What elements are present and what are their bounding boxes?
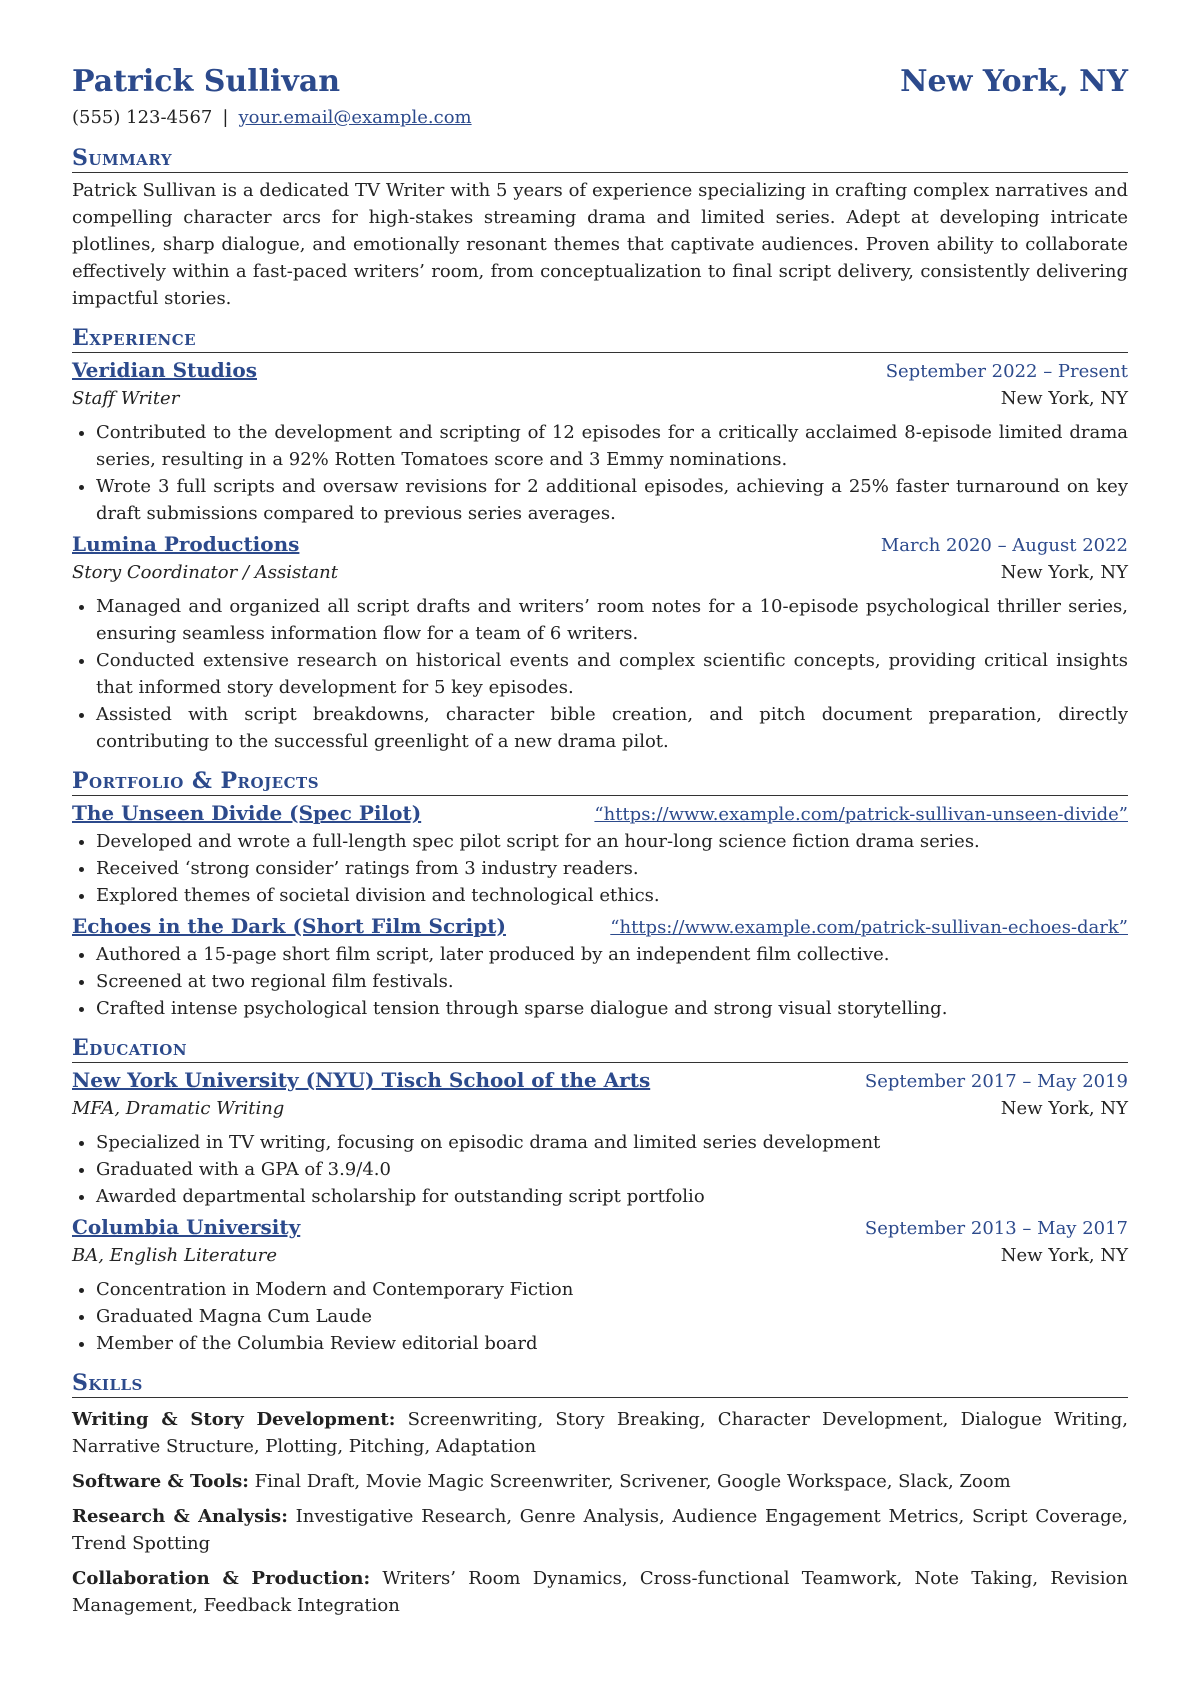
list-item: • Assisted with script breakdowns, character bible creation, and pitch document preparation, directly contributing to the successful greenlight of a new drama pilot. — [96, 701, 1128, 755]
list-item: • Developed and wrote a full-length spec pilot script for an hour-long science fiction drama series. — [96, 828, 1128, 855]
degree: MFA, Dramatic Writing — [72, 1098, 285, 1119]
bullet-list — [72, 1276, 1128, 1357]
skill-group — [72, 1565, 1128, 1619]
skill-label: Collaboration & Production: — [72, 1568, 371, 1589]
phone-number: (555) 123-4567 — [72, 107, 213, 128]
entry-dates: September 2013 – May 2017 — [864, 1218, 1128, 1239]
list-item: • Concentration in Modern and Contemporary Fiction — [96, 1276, 1128, 1303]
skill-group — [72, 1406, 1128, 1460]
list-item: • Explored themes of societal division and technological ethics. — [96, 882, 1128, 909]
education-entry — [72, 1214, 1128, 1357]
list-item: • Contributed to the development and scripting of 12 episodes for a critically acclaimed 8-episode limited drama series, resulting in a 92% Rotten Tomatoes score and 3 Emmy nominations. — [96, 419, 1128, 473]
company-link[interactable]: Lumina Productions — [72, 532, 300, 556]
skills-heading: Skills — [72, 1369, 1128, 1398]
skill-label: Writing & Story Development: — [72, 1409, 396, 1430]
summary-heading: Summary — [72, 144, 1128, 173]
job-role: Story Coordinator / Assistant — [72, 562, 338, 583]
project-entry — [72, 800, 1128, 909]
resume-header — [72, 60, 1128, 104]
skill-items: Final Draft, Movie Magic Screenwriter, Scrivener, Google Workspace, Slack, Zoom — [254, 1471, 1011, 1492]
degree: BA, English Literature — [72, 1245, 278, 1266]
skill-items: Writers’ Room Dynamics, Cross-functional Teamwork, Note Taking, Revision Management, Feedback Integration — [72, 1568, 1128, 1616]
summary-text: Patrick Sullivan is a dedicated TV Writer with 5 years of experience specializing in crafting complex narratives and compelling character arcs for high-stakes streaming drama and limited series. Adept at developing intricate plotlines, sharp dialogue, and emotionally resonant themes that captivate audiences. Proven ability to collaborate effectively within a fast-paced writers’ room, from conceptualization to final script delivery, consistently delivering impactful stories. — [72, 180, 1128, 309]
list-item: • Authored a 15-page short film script, later produced by an independent film collective. — [96, 941, 1128, 968]
project-url-link[interactable]: “https://www.example.com/patrick-sullivan-echoes-dark” — [610, 917, 1128, 938]
list-item: • Conducted extensive research on historical events and complex scientific concepts, providing critical insights that informed story development for 5 key episodes. — [96, 647, 1128, 701]
job-role: Staff Writer — [72, 388, 180, 409]
company-link[interactable]: Veridian Studios — [72, 358, 257, 382]
education-heading: Education — [72, 1034, 1128, 1063]
skill-items: Investigative Research, Genre Analysis, Audience Engagement Metrics, Script Coverage, Trend Spotting — [72, 1506, 1128, 1554]
bullet-list — [72, 593, 1128, 755]
skill-group — [72, 1503, 1128, 1557]
project-title-link[interactable]: Echoes in the Dark (Short Film Script) — [72, 914, 506, 938]
school-link[interactable]: New York University (NYU) Tisch School of the Arts — [72, 1068, 651, 1092]
project-url-link[interactable]: “https://www.example.com/patrick-sullivan-unseen-divide” — [594, 804, 1128, 825]
skill-label: Software & Tools: — [72, 1471, 249, 1492]
skill-items: Screenwriting, Story Breaking, Character Development, Dialogue Writing, Narrative Structure, Plotting, Pitching, Adaptation — [72, 1409, 1129, 1457]
list-item: • Screened at two regional film festivals. — [96, 968, 1128, 995]
list-item: • Crafted intense psychological tension through sparse dialogue and strong visual storytelling. — [96, 995, 1128, 1022]
entry-location: New York, NY — [1000, 388, 1128, 409]
entry-dates: September 2022 – Present — [885, 361, 1128, 382]
bullet-list — [72, 828, 1128, 909]
list-item: • Member of the Columbia Review editorial board — [96, 1330, 1128, 1357]
skill-group — [72, 1468, 1128, 1495]
education-entry — [72, 1067, 1128, 1210]
experience-heading: Experience — [72, 324, 1128, 353]
school-link[interactable]: Columbia University — [72, 1215, 301, 1239]
entry-location: New York, NY — [1000, 1098, 1128, 1119]
contact-line — [72, 104, 1128, 132]
list-item: • Awarded departmental scholarship for outstanding script portfolio — [96, 1183, 1128, 1210]
email-link[interactable]: your.email@example.com — [238, 107, 472, 128]
entry-location: New York, NY — [1000, 1245, 1128, 1266]
list-item: • Managed and organized all script drafts and writers’ room notes for a 10-episode psychological thriller series, ensuring seamless information flow for a team of 6 writers. — [96, 593, 1128, 647]
list-item: • Graduated Magna Cum Laude — [96, 1303, 1128, 1330]
list-item: • Graduated with a GPA of 3.9/4.0 — [96, 1156, 1128, 1183]
list-item: • Received ‘strong consider’ ratings from 3 industry readers. — [96, 855, 1128, 882]
candidate-name: Patrick Sullivan — [72, 64, 341, 99]
bullet-list — [72, 941, 1128, 1022]
project-entry — [72, 913, 1128, 1022]
list-item: • Specialized in TV writing, focusing on episodic drama and limited series development — [96, 1129, 1128, 1156]
projects-heading: Portfolio & Projects — [72, 767, 1128, 796]
experience-entry — [72, 357, 1128, 527]
contact-separator: | — [222, 107, 229, 128]
bullet-list — [72, 1129, 1128, 1210]
entry-dates: September 2017 – May 2019 — [864, 1071, 1128, 1092]
header-location: New York, NY — [900, 64, 1128, 99]
entry-location: New York, NY — [1000, 562, 1128, 583]
entry-dates: March 2020 – August 2022 — [880, 535, 1128, 556]
list-item: • Wrote 3 full scripts and oversaw revisions for 2 additional episodes, achieving a 25% faster turnaround on key draft submissions compared to previous series averages. — [96, 473, 1128, 527]
skill-label: Research & Analysis: — [72, 1506, 288, 1527]
project-title-link[interactable]: The Unseen Divide (Spec Pilot) — [72, 801, 422, 825]
bullet-list — [72, 419, 1128, 527]
experience-entry — [72, 531, 1128, 755]
